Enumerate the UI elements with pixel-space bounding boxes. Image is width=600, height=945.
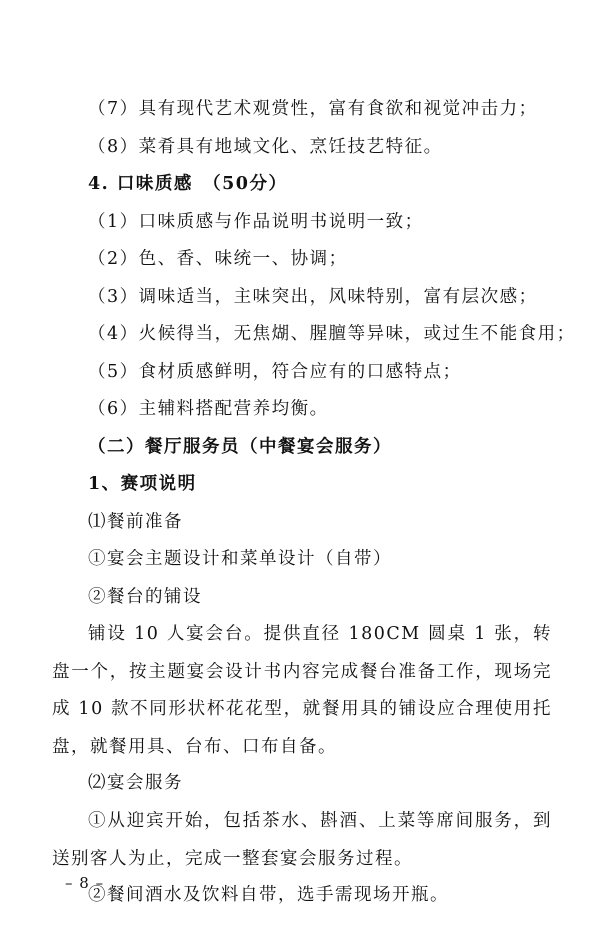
- event-description-heading: 1、赛项说明: [88, 474, 197, 494]
- table-setup-paragraph: 铺设 10 人宴会台。提供直径 180CM 圆桌 1 张，转盘一个，按主题宴会设计书内容完成餐台准备工作，现场完成 10 款不同形状杯花花型，就餐用具的铺设应合理使用托盘，就餐用具、台布、口布自备。: [52, 624, 552, 757]
- banquet-service-title: ⑵宴会服务: [88, 773, 183, 793]
- section-4-item-6: （6）主辅料搭配营养均衡。: [88, 399, 329, 419]
- section-two-heading: （二）餐厅服务员（中餐宴会服务）: [88, 437, 392, 457]
- section-4-item-2: （2）色、香、味统一、协调；: [88, 249, 348, 269]
- prep-item-1: ①宴会主题设计和菜单设计（自带）: [88, 549, 392, 569]
- section-4-item-3: （3）调味适当，主味突出，风味特别，富有层次感；: [88, 287, 538, 307]
- prep-item-2: ②餐台的铺设: [88, 587, 202, 607]
- criterion-7: （7）具有现代艺术观赏性，富有食欲和视觉冲击力；: [88, 99, 538, 119]
- service-paragraph-1: ①从迎宾开始，包括茶水、斟酒、上菜等席间服务，到送别客人为止，完成一整套宴会服务过程。: [52, 811, 552, 869]
- section-4-item-5: （5）食材质感鲜明，符合应有的口感特点；: [88, 362, 462, 382]
- page-number: – 8 –: [65, 874, 105, 892]
- service-item-2: ②餐间酒水及饮料自带，选手需现场开瓶。: [88, 885, 449, 905]
- criterion-8: （8）菜肴具有地域文化、烹饪技艺特征。: [88, 137, 443, 157]
- pre-meal-prep-title: ⑴餐前准备: [88, 512, 183, 532]
- section-4-heading: 4. 口味质感 （50分）: [88, 174, 288, 194]
- section-4-item-4: （4）火候得当，无焦煳、腥膻等异味，或过生不能食用；: [88, 324, 576, 344]
- section-4-item-1: （1）口味质感与作品说明书说明一致；: [88, 212, 424, 232]
